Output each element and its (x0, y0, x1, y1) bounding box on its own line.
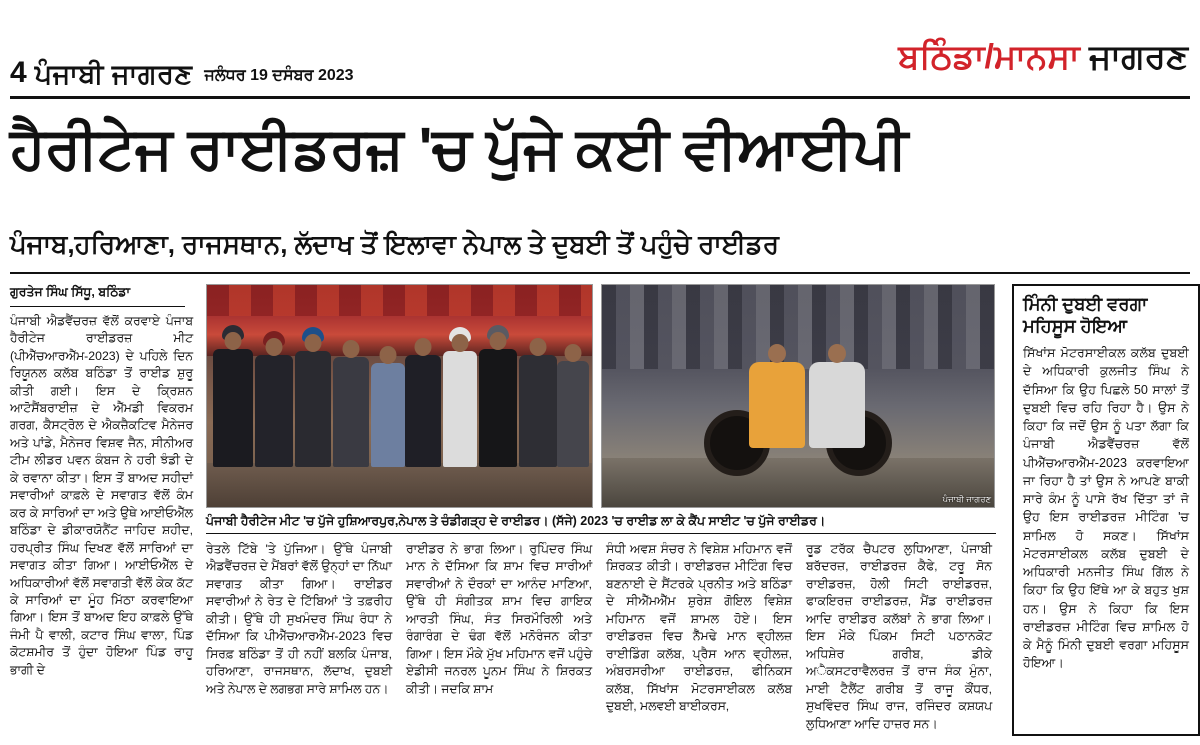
sidebar-paragraph: ਸਿੱਖਾਂਸ ਮੋਟਰਸਾਈਕਲ ਕਲੱਬ ਦੁਬਈ ਦੇ ਅਧਿਕਾਰੀ ਕੁਲਜੀਤ ਸਿੰਘ ਨੇ ਦੱਸਿਆ ਕਿ ਉਹ ਪਿਛਲੇ 50 ਸਾਲਾਂ ਤੋਂ ਦੁਬਈ ਵਿਚ ਰਹਿ ਰਿਹਾ ਹੈ। ਉਸ ਨੇ ਕਿਹਾ ਕਿ ਜਦੋਂ ਉਸ ਨੂੰ ਪਤਾ ਲੱਗਾ ਕਿ ਪੰਜਾਬੀ ਐਡਵੈਂਚਰਜ਼ ਵੱਲੋਂ ਪੀਐੱਚਆਰਐੱਮ-2023 ਕਰਵਾਇਆ ਜਾ ਰਿਹਾ ਹੈ ਤਾਂ ਉਸ ਨੇ ਆਪਣੇ ਬਾਕੀ ਸਾਰੇ ਕੰਮ ਨੂੰ ਪਾਸੇ ਰੱਖ ਦਿੱਤਾ ਤਾਂ ਜੋ ਉਹ ਇਸ ਰਾਈਡਰਜ਼ ਮੀਟਿੰਗ 'ਚ ਸ਼ਾਮਿਲ ਹੋ ਸਕਣ। ਸਿੱਖਾਂਸ ਮੋਟਰਸਾਈਕਲ ਕਲੱਬ ਦੁਬਈ ਦੇ ਅਧਿਕਾਰੀ ਮਨਜੀਤ ਸਿੰਘ ਗਿੱਲ ਨੇ ਕਿਹਾ ਕਿ ਉਹ ਇੱਥੇ ਆ ਕੇ ਬਹੁਤ ਖੁਸ਼ ਹਨ। ਉਸ ਨੇ ਕਿਹਾ ਕਿ ਇਸ ਰਾਈਡਰਜ਼ ਮੀਟਿੰਗ ਵਿਚ ਸ਼ਾਮਿਲ ਹੋ ਕੇ ਮੈਨੂੰ ਮਿੰਨੀ ਦੁਬਈ ਵਰਗਾ ਮਹਿਸੂਸ ਹੋਇਆ। (1023, 346, 1189, 671)
headline-divider (10, 272, 1190, 274)
page-number: 4 (10, 56, 27, 89)
edition-title-red: ਬਠਿੰਡਾ/ਮਾਨਸਾ (898, 38, 1080, 76)
person (255, 355, 293, 467)
lower-columns (206, 541, 996, 733)
sidebar-body (1023, 344, 1189, 673)
person (405, 355, 441, 467)
edition-title-black: ਜਾਗਰਣ (1079, 38, 1188, 76)
canopy-stripe (207, 285, 592, 316)
head (343, 340, 360, 358)
motorcycle (704, 369, 892, 476)
byline: ਗੁਰਤੇਜ ਸਿੰਘ ਸਿੱਧੂ, ਬਠਿੰਡਾ (10, 284, 185, 307)
person (333, 357, 369, 467)
person (371, 363, 405, 467)
rider-rear (809, 362, 865, 448)
paper-name: ਪੰਜਾਬੀ ਜਾਗਰਣ (34, 59, 193, 89)
photo-row (206, 284, 996, 508)
edition-title (898, 38, 1188, 77)
page-subheadline: ਪੰਜਾਬ,ਹਰਿਆਣਾ, ਰਾਜਸਥਾਨ, ਲੱਦਾਖ ਤੋਂ ਇਲਾਵਾ ਨੇਪਾਲ ਤੇ ਦੁਬਈ ਤੋਂ ਪਹੁੰਚੇ ਰਾਈਡਰ (10, 229, 779, 259)
page-headline: ਹੈਰੀਟੇਜ ਰਾਈਡਰਜ਼ 'ਚ ਪੁੱਜੇ ਕਈ ਵੀਆਈਪੀ (10, 116, 908, 181)
photo-credit-right: ਪੰਜਾਬੀ ਜਾਗਰਣ (942, 494, 991, 504)
photo-block (206, 284, 996, 534)
sidebar-box (1012, 284, 1200, 736)
photo-caption: ਪੰਜਾਬੀ ਹੈਰੀਟੇਜ ਮੀਟ 'ਚ ਪੁੱਜੇ ਹੁਸ਼ਿਆਰਪੁਰ,ਨੇਪਾਲ ਤੇ ਚੰਡੀਗੜ੍ਹ ਦੇ ਰਾਈਡਰ। (ਸੱਜੇ) 2023 'ਚ ਰਾਈਡ ਲਾ ਕੇ ਕੈਂਪ ਸਾਈਟ 'ਚ ਪੁੱਜੇ ਰਾਈਡਰ। (206, 513, 996, 534)
article-paragraph: ਸੰਧੀ ਅਵਸ਼ ਸੰਚਰ ਨੇ ਵਿਸ਼ੇਸ਼ ਮਹਿਮਾਨ ਵਜੋਂ ਸ਼ਿਰਕਤ ਕੀਤੀ। ਰਾਈਡਰਜ਼ ਮੀਟਿੰਗ ਵਿਚ ਬਣਨਾਈ ਦੇ ਸੈਂਟਰਕੇ ਪ੍ਰਨੀਤ ਅਤੇ ਬਠਿੰਡਾ ਦੇ ਸੀਐੱਮਐੱਮ ਸ਼ੁਰੇਸ਼ ਗੋਇਲ ਵਿਸ਼ੇਸ਼ ਮਹਿਮਾਨ ਵਜੋਂ ਸ਼ਾਮਲ ਹੋਏ। ਇਸ ਰਾਈਡਰਜ਼ ਵਿਚ ਨੈੱਮਢੇ ਮਾਨ ਵ੍ਹੀਲਜ਼ ਰਾਈਡਿੰਗ ਕਲੱਬ, ਪ੍ਰੈਸ ਆਨ ਵ੍ਹੀਲਜ਼, ਅੰਬਰਸਰੀਆ ਰਾਈਡਰਜ਼, ਫੀਨਿਕਸ ਕਲੱਬ, ਸਿੱਖਾਂਸ ਮੋਟਰਸਾਈਕਲ ਕਲੱਬ ਦੁਬਈ, ਮਲਵਈ ਬਾਈਕਰਸ, (606, 542, 792, 714)
article-paragraph: ਰੇਤਲੇ ਟਿੱਬੇ 'ਤੇ ਪੁੱਜਿਆ। ਉੱਥੇ ਪੰਜਾਬੀ ਐਡਵੈਂਚਰਜ਼ ਦੇ ਮੈਂਬਰਾਂ ਵੱਲੋਂ ਉਨ੍ਹਾਂ ਦਾ ਨਿੱਘਾ ਸਵਾਗਤ ਕੀਤਾ ਗਿਆ। ਰਾਈਡਰ ਸਵਾਰੀਆਂ ਨੇ ਰੇਤ ਦੇ ਟਿੱਬਿਆਂ 'ਤੇ ਤਫ਼ਰੀਹ ਕੀਤੀ। ਉੱਥੇ ਹੀ ਸੁਖਮੰਦਰ ਸਿੰਘ ਰੰਧਾ ਨੇ ਦੱਸਿਆ ਕਿ ਪੀਐੱਚਆਰਐੱਮ-2023 ਵਿਚ ਸਿਰਫ਼ ਬਠਿੰਡਾ ਤੋਂ ਹੀ ਨਹੀਂ ਬਲਕਿ ਪੰਜਾਬ, ਹਰਿਆਣਾ, ਰਾਜਸਥਾਨ, ਲੱਦਾਖ, ਦੁਬਈ ਅਤੇ ਨੇਪਾਲ ਦੇ ਲਗਭਗ ਸਾਰੇ ਸ਼ਾਮਿਲ ਹਨ। (206, 542, 392, 696)
rider-front (749, 362, 805, 448)
person (213, 349, 253, 467)
article-column-3 (406, 541, 592, 733)
person (557, 361, 589, 467)
people-group (207, 334, 592, 467)
article-column-4 (606, 541, 792, 733)
head (452, 334, 469, 352)
crowd-backdrop (602, 285, 994, 369)
article-column-2 (206, 541, 392, 733)
head (380, 346, 397, 364)
head (768, 344, 786, 363)
person (295, 351, 331, 467)
article-paragraph: ਰਾਈਡਰ ਨੇ ਭਾਗ ਲਿਆ। ਰੁਪਿੰਦਰ ਸਿੰਘ ਮਾਨ ਨੇ ਦੱਸਿਆ ਕਿ ਸ਼ਾਮ ਵਿਚ ਸਾਰੀਆਂ ਸਵਾਰੀਆਂ ਨੇ ਦੌਰਕਾਂ ਦਾ ਆਨੰਦ ਮਾਣਿਆ, ਉੱਥੇ ਹੀ ਸੰਗੀਤਕ ਸ਼ਾਮ ਵਿਚ ਗਾਇਕ ਆਰਤੀ ਸਿੰਘ, ਸੰਤ ਸਿਰਮੌਰਿਲੀ ਅਤੇ ਰੰਗਾਰੰਗ ਦੇ ਢੰਗ ਵੱਲੋਂ ਮਨੋਰੰਜਨ ਕੀਤਾ ਗਿਆ। ਇਸ ਮੌਕੇ ਮੁੱਖ ਮਹਿਮਾਨ ਵਜੋਂ ਪਹੁੰਚੇ ਏਡੀਸੀ ਜਨਰਲ ਪੂਨਮ ਸਿੰਘ ਨੇ ਸ਼ਿਰਕਤ ਕੀਤੀ। ਜਦਕਿ ਸ਼ਾਮ (406, 542, 592, 696)
person (519, 355, 557, 467)
head (305, 334, 322, 352)
head (490, 332, 507, 350)
article-paragraph: ਰੂਡ ਟਰੱਕ ਚੈਪਟਰ ਲੁਧਿਆਣਾ, ਪੰਜਾਬੀ ਬਰੱਦਰਜ਼, ਰਾਈਡਰਜ਼ ਕੈਫੇ, ਟਰੂ ਸੋਨ ਰਾਈਡਰਜ਼, ਹੋਲੀ ਸਿਟੀ ਰਾਈਡਰਜ਼, ਫਾਕਇਰਜ਼ ਰਾਈਡਰਜ਼, ਮੈਂਡ ਰਾਈਡਰਜ਼ ਆਦਿ ਰਾਈਡਰ ਕਲੱਬਾਂ ਨੇ ਭਾਗ ਲਿਆ। ਇਸ ਮੌਕੇ ਪਿੰਕਮ ਸਿਟੀ ਪਠਾਨਕੋਟ ਅਧਿਸ਼ੇਰ ਗਰੀਬ, ਡੀਕੇ ਅੈਕਸਟਰਾਵੈਲਰਜ਼ ਤੋਂ ਰਾਜ ਸੰਕ ਮੁੰਨਾ, ਮਾਈ ਟੈਲੈਂਟ ਗਰੀਬ ਤੋਂ ਰਾਜੂ ਕੌਂਧਰ, ਸੁਖਵਿੰਦਰ ਸਿੰਘ ਰਾਜ, ਰਜਿੰਦਰ ਕਸ਼ਯਪ ਲੁਧਿਆਣਾ ਆਦਿ ਹਾਜ਼ਰ ਸਨ। (806, 542, 992, 731)
masthead-divider (10, 96, 1190, 99)
article-paragraph: ਪੰਜਾਬੀ ਐਡਵੈਂਚਰਜ਼ ਵੱਲੋਂ ਕਰਵਾਏ ਪੰਜਾਬ ਹੈਰੀਟੇਜ ਰਾਈਡਰਜ਼ ਮੀਟ (ਪੀਐੱਚਆਰਐੱਮ-2023) ਦੇ ਪਹਿਲੇ ਦਿਨ ਰਿਯੂਨਲ ਕਲੱਬ ਬਠਿੰਡਾ ਤੋਂ ਰਾਈਡ ਸ਼ੁਰੂ ਕੀਤੀ ਗਈ। ਇਸ ਦੇ ਕ੍ਰਿਸ਼ਨ ਆਟੋਸੈਂਬਰਾਈਜ਼ ਦੇ ਐੱਮਡੀ ਵਿਕਰਮ ਗਰਗ, ਕੈਸਟ੍ਰੋਲ ਦੇ ਐਕਜ਼ੈਕਟਿਵ ਮੈਨੇਜਰ ਅਤੇ ਪਾਂਡੇ, ਮੈਨੇਜਰ ਵਿਸ਼ਵ ਜੈਨ, ਸੀਨੀਅਰ ਟੀਮ ਲੀਡਰ ਪਵਨ ਕੰਬਜ ਨੇ ਹਰੀ ਝੰਡੀ ਦੇ ਕੇ ਰਵਾਨਾ ਕੀਤਾ। ਇਸ ਤੋਂ ਬਾਅਦ ਸਹੀਦਾਂ ਸਵਾਰੀਆਂ ਕਾਫ਼ਲੇ ਦੇ ਸਵਾਗਤ ਵੱਲੋਂ ਕੰਮ ਕਰ ਕੇ ਸਾਰਿਆਂ ਦਾ ਅਤੇ ਉਥੇ ਆਈਓਐੱਲ ਬਠਿੰਡਾ ਦੇ ਡੀਕਾਰਯੋਨੈਂਟ ਜਾਹਿਦ ਸ਼ਹੀਦ, ਹਰਪ੍ਰੀਤ ਸਿੰਘ ਦਿਖਣ ਵੱਲੋਂ ਸਾਰਿਆਂ ਦਾ ਸਵਾਗਤ ਕੀਤਾ ਗਿਆ। ਆਈਓਐੱਲ ਦੇ ਅਧਿਕਾਰੀਆਂ ਵੱਲੋਂ ਸਵਾਗਤੀ ਵੱਲੋਂ ਕੇਕ ਕੱਟ ਕੇ ਸਾਰਿਆਂ ਦਾ ਮੂੰਹ ਮਿੱਠਾ ਕਰਵਾਇਆ ਗਿਆ। ਇਸ ਤੋਂ ਬਾਅਦ ਇਹ ਕਾਫ਼ਲੇ ਉੱਥੇ ਜੰਮੀ ਪੈ ਵਾਲੀ, ਕਟਾਰ ਸਿੰਘ ਵਾਲਾ, ਪਿੰਡ ਕੋਟਸ਼ਮੀਰ ਤੋਂ ਹੁੰਦਾ ਹੋਇਆ ਪਿੰਡ ਰਾਹੂ ਭਾਗੀ ਦੇ (10, 313, 193, 677)
article-column-1 (10, 284, 193, 679)
ground (207, 463, 592, 507)
photo-riders-on-bikes (601, 284, 995, 508)
photo-group-riders (206, 284, 593, 508)
article-body (10, 284, 1190, 739)
head (266, 338, 283, 356)
article-column-5 (806, 541, 992, 733)
head (530, 338, 547, 356)
head (225, 332, 242, 350)
sidebar-title: ਮਿੰਨੀ ਦੁਬਈ ਵਰਗਾ ਮਹਿਸੂਸ ਹੋਇਆ (1023, 294, 1148, 336)
head (828, 344, 846, 363)
head (565, 344, 582, 362)
person (479, 349, 517, 467)
dateline: ਜਲੰਧਰ 19 ਦਸੰਬਰ 2023 (204, 67, 354, 84)
person (443, 351, 477, 467)
head (415, 338, 432, 356)
